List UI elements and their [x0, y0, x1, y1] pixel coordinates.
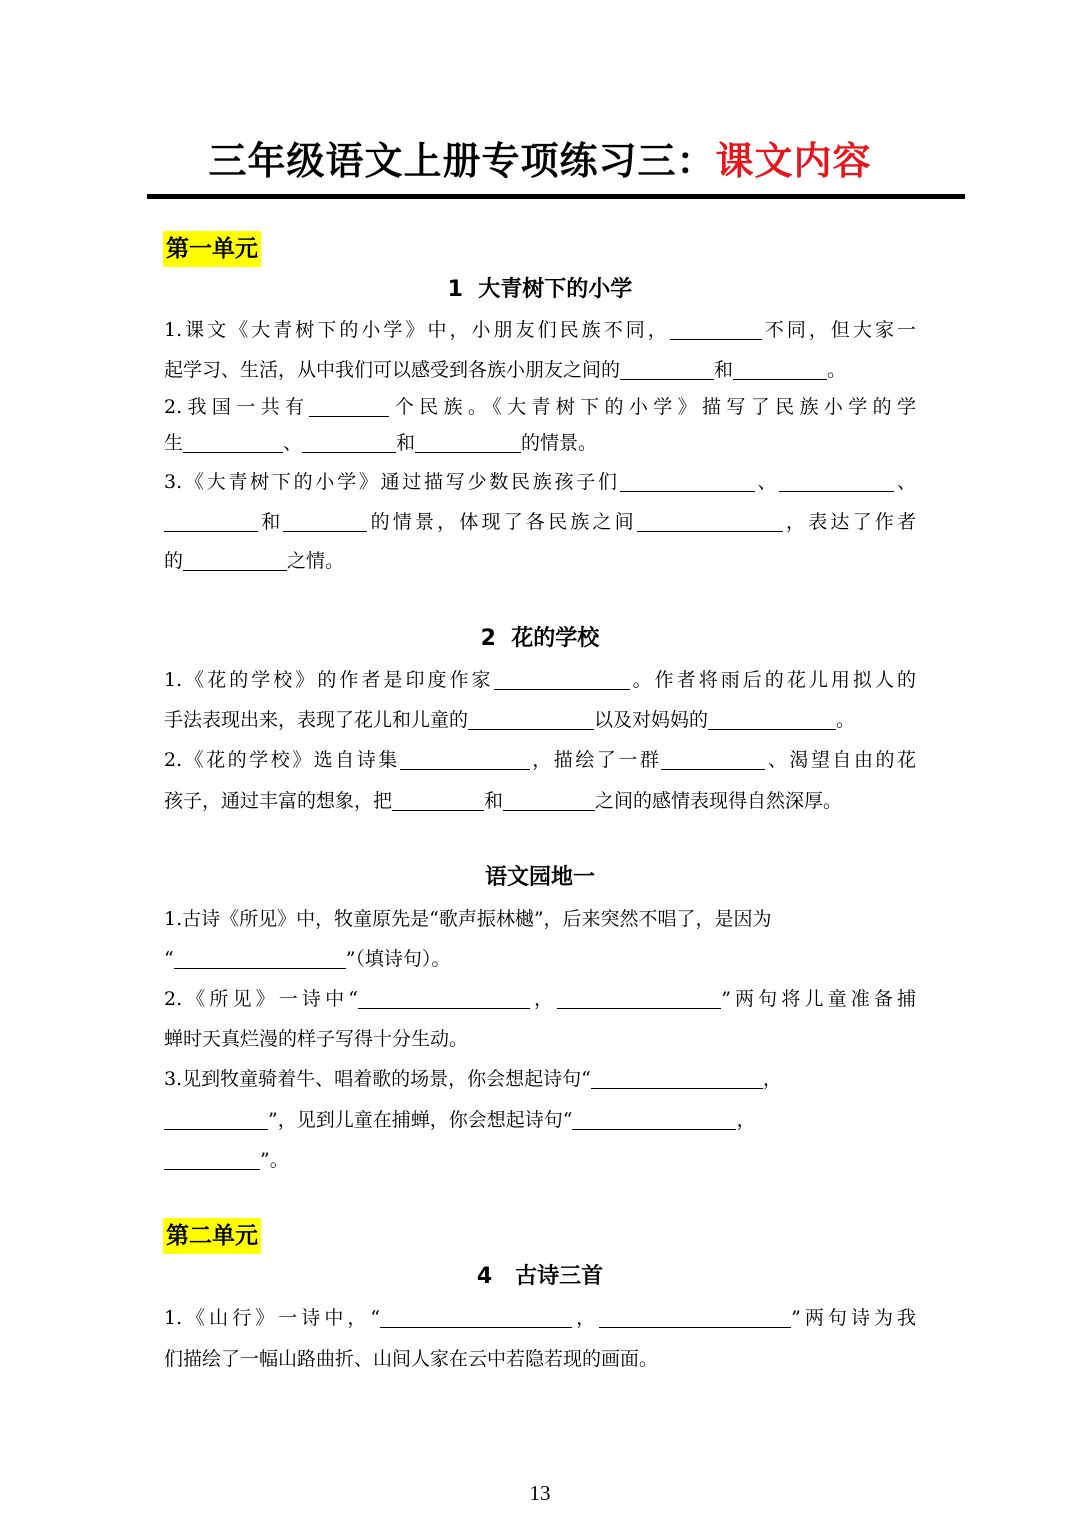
- answer-blank[interactable]: [164, 1147, 260, 1170]
- page-title: [0, 133, 1080, 189]
- question-line: 1.古诗《所见》中，牧童原先是“歌声振林樾”，后来突然不唱了，是因为: [164, 908, 772, 930]
- lesson-title-4: 4 古诗三首: [476, 1264, 604, 1289]
- unit-heading-2: 第二单元: [163, 1218, 261, 1254]
- answer-blank[interactable]: [174, 946, 346, 969]
- question-line: 的 之情。: [164, 550, 345, 572]
- answer-blank[interactable]: [358, 986, 530, 1009]
- answer-blank[interactable]: [503, 788, 595, 811]
- lesson-title-1: 1 大青树下的小学: [447, 277, 633, 302]
- answer-blank[interactable]: [591, 1066, 763, 1089]
- answer-blank[interactable]: [415, 430, 521, 453]
- answer-blank[interactable]: [620, 357, 714, 380]
- answer-blank[interactable]: [380, 1305, 572, 1328]
- answer-blank[interactable]: [670, 317, 762, 340]
- answer-blank[interactable]: [400, 747, 530, 770]
- answer-blank[interactable]: [183, 548, 287, 571]
- title-rule: [147, 194, 965, 199]
- unit-heading-1: 第一单元: [163, 231, 261, 267]
- question-line: 手法表现出来，表现了花儿和儿童的 以及对妈妈的 。: [164, 709, 856, 731]
- answer-blank[interactable]: [302, 430, 396, 453]
- answer-blank[interactable]: [309, 394, 389, 417]
- question-line: 2.我国一共有 个民族。《大青树下的小学》描写了民族小学的学: [164, 396, 916, 418]
- answer-blank[interactable]: [779, 469, 894, 492]
- question-line: “ ”（填诗句）。: [164, 948, 451, 970]
- answer-blank[interactable]: [557, 986, 721, 1009]
- question-line: ”。: [164, 1145, 916, 1175]
- question-line: 孩子，通过丰富的想象，把 和 之间的感情表现得自然深厚。: [164, 790, 843, 812]
- question-line: 1.《花的学校》的作者是印度作家 。作者将雨后的花儿用拟人的: [164, 669, 916, 691]
- question-line: ”，见到儿童在捕蝉，你会想起诗句“ ，: [164, 1105, 916, 1135]
- question-line: 1.课文《大青树下的小学》中，小朋友们民族不同， 不同，但大家一: [164, 319, 916, 341]
- question-line: 蝉时天真烂漫的样子写得十分生动。: [164, 1028, 469, 1050]
- answer-blank[interactable]: [637, 509, 783, 532]
- answer-blank[interactable]: [572, 1107, 736, 1130]
- answer-blank[interactable]: [183, 430, 283, 453]
- question-line: 1.《山行》一诗中，“ ， ”两句诗为我: [164, 1307, 916, 1329]
- answer-blank[interactable]: [468, 707, 594, 730]
- question-line: 3.《大青树下的小学》通过描写少数民族孩子们 、 、: [164, 471, 916, 493]
- answer-blank[interactable]: [599, 1305, 791, 1328]
- question-line: 2.《花的学校》选自诗集 ，描绘了一群 、渴望自由的花: [164, 749, 916, 771]
- question-line: 们描绘了一幅山路曲折、山间人家在云中若隐若现的画面。: [164, 1348, 659, 1370]
- answer-blank[interactable]: [164, 1107, 268, 1130]
- answer-blank[interactable]: [733, 357, 827, 380]
- answer-blank[interactable]: [283, 509, 367, 532]
- answer-blank[interactable]: [661, 747, 765, 770]
- question-line: 生 、 和 的情景。: [164, 432, 598, 454]
- question-line: 2.《所见》一诗中“ ， ”两句将儿童准备捕: [164, 988, 916, 1010]
- title-highlight: 课文内容: [715, 139, 872, 183]
- lesson-title-2: 2 花的学校: [480, 626, 600, 651]
- lesson-title-3: 语文园地一: [484, 865, 595, 890]
- answer-blank[interactable]: [708, 707, 836, 730]
- question-line: 3.见到牧童骑着牛、唱着歌的场景，你会想起诗句“ ，: [164, 1068, 782, 1090]
- question-line: 起学习、生活，从中我们可以感受到各族小朋友之间的 和 。: [164, 359, 847, 381]
- answer-blank[interactable]: [494, 667, 630, 690]
- answer-blank[interactable]: [164, 509, 258, 532]
- title-main: 三年级语文上册专项练习三：: [208, 139, 716, 183]
- answer-blank[interactable]: [620, 469, 755, 492]
- page-number: 13: [529, 1481, 551, 1505]
- answer-blank[interactable]: [392, 788, 484, 811]
- question-line: 和 的情景，体现了各民族之间 ，表达了作者: [164, 507, 916, 537]
